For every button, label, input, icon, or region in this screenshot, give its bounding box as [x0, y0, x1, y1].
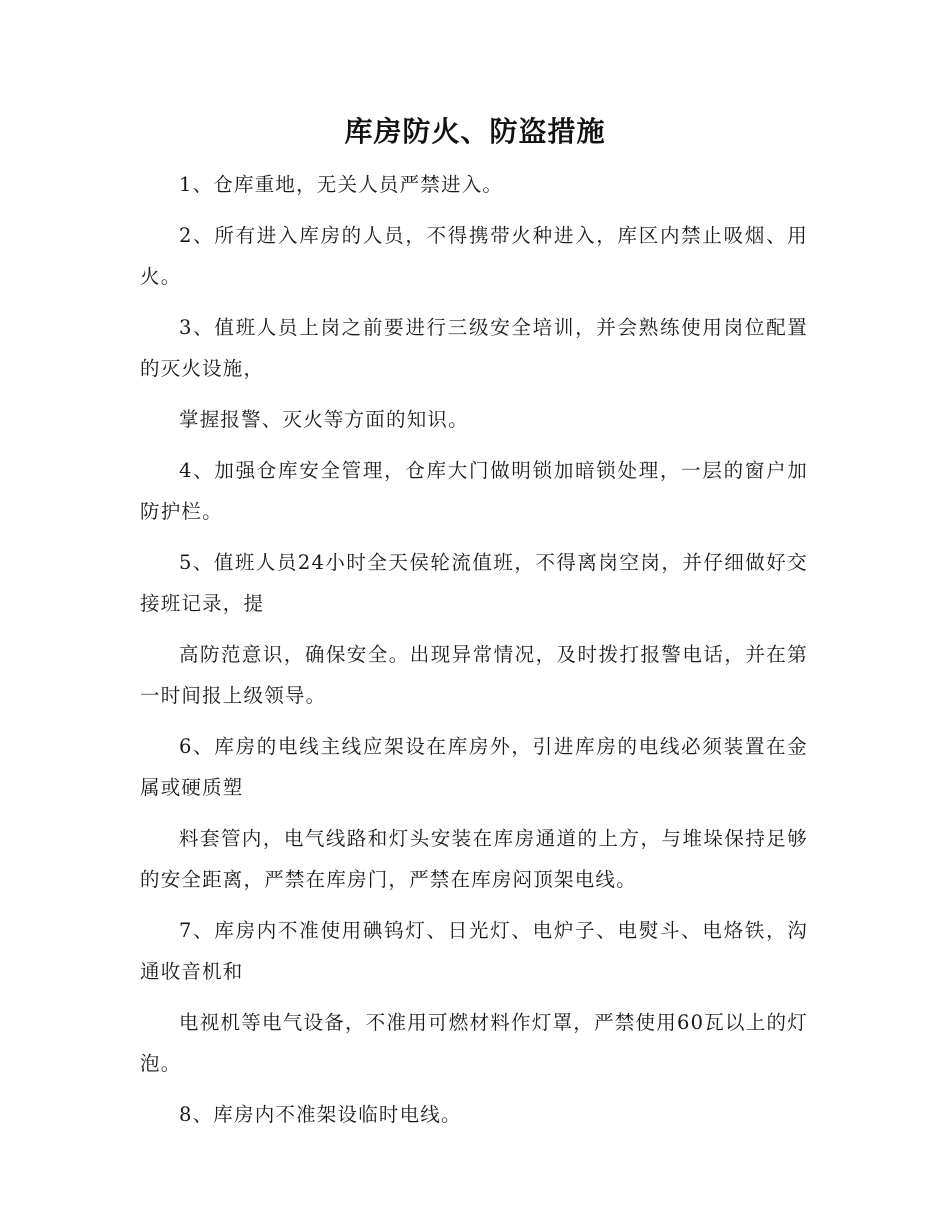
paragraph-2: 2、所有进入库房的人员，不得携带火种进入，库区内禁止吸烟、用火。 [140, 224, 808, 288]
paragraph-6: 6、库房的电线主线应架设在库房外，引进库房的电线必须装置在金属或硬质塑 [140, 735, 808, 799]
paragraph-6-continued: 料套管内，电气线路和灯头安装在库房通道的上方，与堆垛保持足够的安全距离，严禁在库房门，严禁在库房闷顶架电线。 [140, 827, 808, 891]
paragraph-5: 5、值班人员24小时全天侯轮流值班，不得离岗空岗，并仔细做好交接班记录，提 [140, 551, 808, 615]
paragraph-7-continued: 电视机等电气设备，不准用可燃材料作灯罩，严禁使用60瓦以上的灯泡。 [140, 1011, 808, 1075]
paragraph-4: 4、加强仓库安全管理，仓库大门做明锁加暗锁处理，一层的窗户加防护栏。 [140, 459, 808, 523]
document-body [140, 164, 808, 1145]
document-title: 库房防火、防盗措施 [344, 115, 606, 148]
paragraph-8: 8、库房内不准架设临时电线。 [179, 1103, 462, 1126]
paragraph-7: 7、库房内不准使用碘钨灯、日光灯、电炉子、电熨斗、电烙铁，沟通收音机和 [140, 919, 808, 983]
paragraph-3-continued: 掌握报警、灭火等方面的知识。 [179, 408, 469, 431]
paragraph-1: 1、仓库重地，无关人员严禁进入。 [179, 173, 504, 196]
paragraph-5-continued: 高防范意识，确保安全。出现异常情况，及时拨打报警电话，并在第一时间报上级领导。 [140, 643, 808, 707]
paragraph-3: 3、值班人员上岗之前要进行三级安全培训，并会熟练使用岗位配置的灭火设施， [140, 316, 808, 380]
